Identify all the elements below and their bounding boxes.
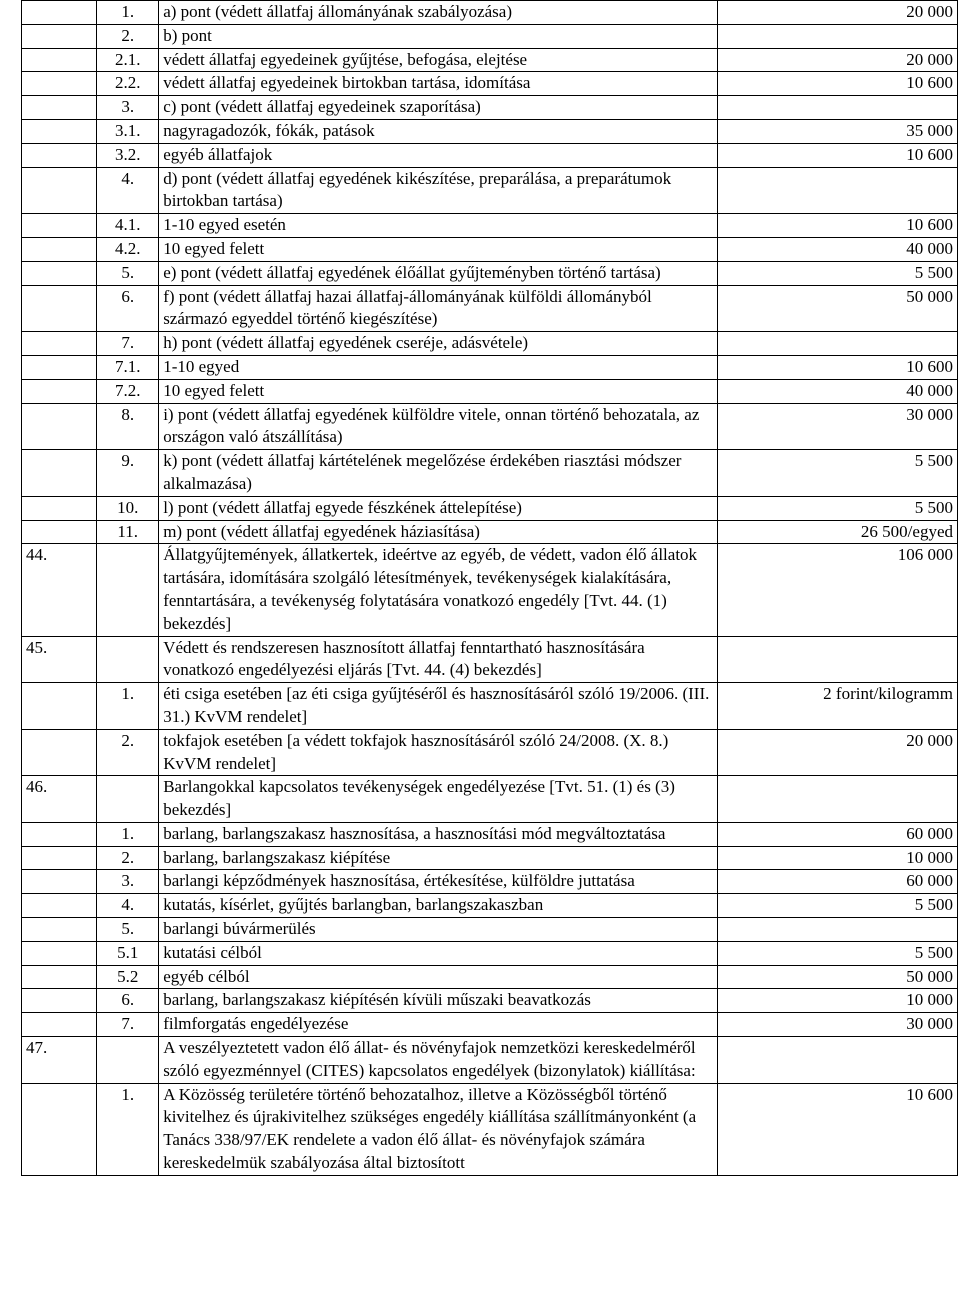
fee-cell: 30 000: [718, 403, 958, 450]
item-number-cell: 7.: [97, 332, 159, 356]
description-cell: Állatgyűjtemények, állatkertek, ideértve az egyéb, de védett, vadon élő állatok tartására, idomítására szolgáló létesítmények, tevékenységek kialakítására, fenntartására, a tevékenység folytatására vonatkozó engedély [Tvt. 44. (1) bekezdés]: [159, 544, 718, 636]
description-cell: védett állatfaj egyedeinek gyűjtése, befogása, elejtése: [159, 48, 718, 72]
section-number-cell: [22, 214, 97, 238]
item-number-cell: 3.2.: [97, 143, 159, 167]
table-row: [22, 965, 958, 989]
fee-cell: 50 000: [718, 285, 958, 332]
description-cell: h) pont (védett állatfaj egyedének cseréje, adásvétele): [159, 332, 718, 356]
fee-cell: [718, 167, 958, 214]
description-cell: 1-10 egyed: [159, 355, 718, 379]
item-number-cell: 3.: [97, 96, 159, 120]
section-number-cell: [22, 167, 97, 214]
description-cell: m) pont (védett állatfaj egyedének háziasítása): [159, 520, 718, 544]
section-number-cell: [22, 1, 97, 25]
fee-cell: [718, 332, 958, 356]
table-row: [22, 870, 958, 894]
table-row: [22, 450, 958, 497]
fee-cell: 2 forint/kilogramm: [718, 683, 958, 730]
table-row: [22, 941, 958, 965]
fee-cell: 30 000: [718, 1013, 958, 1037]
item-number-cell: 3.1.: [97, 119, 159, 143]
fee-cell: 10 600: [718, 355, 958, 379]
description-cell: i) pont (védett állatfaj egyedének külföldre vitele, onnan történő behozatala, az országon való átszállítása): [159, 403, 718, 450]
item-number-cell: 10.: [97, 496, 159, 520]
description-cell: 10 egyed felett: [159, 379, 718, 403]
fee-cell: [718, 776, 958, 823]
item-number-cell: 1.: [97, 683, 159, 730]
section-number-cell: [22, 24, 97, 48]
item-number-cell: [97, 1037, 159, 1084]
description-cell: A Közösség területére történő behozatalhoz, illetve a Közösségből történő kivitelhez és újrakivitelhez szükséges engedély kiállítása szállítmányonként (a Tanács 338/97/EK rendelete a vadon élő állat- és növényfajok számára kereskedelmük szabályozása által biztosított: [159, 1083, 718, 1175]
fee-table-body: [22, 1, 958, 1176]
fee-cell: 5 500: [718, 450, 958, 497]
item-number-cell: 4.: [97, 894, 159, 918]
section-number-cell: [22, 941, 97, 965]
fee-cell: 60 000: [718, 870, 958, 894]
section-number-cell: [22, 237, 97, 261]
item-number-cell: 5.1: [97, 941, 159, 965]
fee-cell: 10 600: [718, 1083, 958, 1175]
fee-cell: 5 500: [718, 496, 958, 520]
description-cell: f) pont (védett állatfaj hazai állatfaj-állományának külföldi állományból származó egyeddel történő kiegészítése): [159, 285, 718, 332]
item-number-cell: 2.: [97, 24, 159, 48]
item-number-cell: 5.: [97, 918, 159, 942]
description-cell: c) pont (védett állatfaj egyedeinek szaporítása): [159, 96, 718, 120]
fee-cell: 40 000: [718, 237, 958, 261]
section-number-cell: 47.: [22, 1037, 97, 1084]
item-number-cell: 2.: [97, 846, 159, 870]
section-number-cell: [22, 1013, 97, 1037]
item-number-cell: 7.: [97, 1013, 159, 1037]
description-cell: barlangi búvármerülés: [159, 918, 718, 942]
fee-cell: 10 600: [718, 214, 958, 238]
table-row: [22, 379, 958, 403]
item-number-cell: 2.2.: [97, 72, 159, 96]
description-cell: Védett és rendszeresen hasznosított állatfaj fenntartható hasznosítására vonatkozó engedélyezési eljárás [Tvt. 44. (4) bekezdés]: [159, 636, 718, 683]
table-row: [22, 989, 958, 1013]
section-number-cell: [22, 870, 97, 894]
item-number-cell: 4.: [97, 167, 159, 214]
item-number-cell: [97, 636, 159, 683]
table-row: [22, 822, 958, 846]
description-cell: barlangi képződmények hasznosítása, értékesítése, külföldre juttatása: [159, 870, 718, 894]
table-row: [22, 1037, 958, 1084]
section-number-cell: [22, 355, 97, 379]
section-number-cell: [22, 846, 97, 870]
table-row: [22, 846, 958, 870]
table-row: [22, 776, 958, 823]
description-cell: k) pont (védett állatfaj kártételének megelőzése érdekében riasztási módszer alkalmazása): [159, 450, 718, 497]
description-cell: barlang, barlangszakasz kiépítése: [159, 846, 718, 870]
item-number-cell: 4.1.: [97, 214, 159, 238]
table-row: [22, 355, 958, 379]
item-number-cell: 1.: [97, 822, 159, 846]
section-number-cell: [22, 729, 97, 776]
table-row: [22, 496, 958, 520]
item-number-cell: 9.: [97, 450, 159, 497]
section-number-cell: [22, 918, 97, 942]
section-number-cell: [22, 379, 97, 403]
description-cell: d) pont (védett állatfaj egyedének kikészítése, preparálása, a preparátumok birtokban tartása): [159, 167, 718, 214]
fee-cell: 10 600: [718, 143, 958, 167]
section-number-cell: [22, 683, 97, 730]
description-cell: védett állatfaj egyedeinek birtokban tartása, idomítása: [159, 72, 718, 96]
fee-cell: [718, 24, 958, 48]
fee-cell: 10 600: [718, 72, 958, 96]
fee-cell: 106 000: [718, 544, 958, 636]
table-row: [22, 520, 958, 544]
table-row: [22, 285, 958, 332]
description-cell: barlang, barlangszakasz hasznosítása, a hasznosítási mód megváltoztatása: [159, 822, 718, 846]
item-number-cell: 5.2: [97, 965, 159, 989]
table-row: [22, 894, 958, 918]
section-number-cell: [22, 96, 97, 120]
item-number-cell: 1.: [97, 1, 159, 25]
section-number-cell: 45.: [22, 636, 97, 683]
description-cell: kutatás, kísérlet, gyűjtés barlangban, barlangszakaszban: [159, 894, 718, 918]
description-cell: nagyragadozók, fókák, patások: [159, 119, 718, 143]
description-cell: egyéb állatfajok: [159, 143, 718, 167]
fee-cell: 5 500: [718, 261, 958, 285]
fee-cell: 20 000: [718, 48, 958, 72]
fee-cell: 26 500/egyed: [718, 520, 958, 544]
section-number-cell: 44.: [22, 544, 97, 636]
description-cell: kutatási célból: [159, 941, 718, 965]
fee-cell: 10 000: [718, 989, 958, 1013]
section-number-cell: [22, 1083, 97, 1175]
item-number-cell: 4.2.: [97, 237, 159, 261]
fee-cell: 5 500: [718, 894, 958, 918]
description-cell: l) pont (védett állatfaj egyede fészkének áttelepítése): [159, 496, 718, 520]
table-row: [22, 167, 958, 214]
description-cell: tokfajok esetében [a védett tokfajok hasznosításáról szóló 24/2008. (X. 8.) KvVM rendelet]: [159, 729, 718, 776]
item-number-cell: 8.: [97, 403, 159, 450]
description-cell: Barlangokkal kapcsolatos tevékenységek engedélyezése [Tvt. 51. (1) és (3) bekezdés]: [159, 776, 718, 823]
section-number-cell: [22, 450, 97, 497]
table-row: [22, 214, 958, 238]
table-row: [22, 683, 958, 730]
table-row: [22, 332, 958, 356]
section-number-cell: [22, 496, 97, 520]
section-number-cell: [22, 143, 97, 167]
fee-cell: [718, 1037, 958, 1084]
table-row: [22, 918, 958, 942]
section-number-cell: [22, 72, 97, 96]
table-row: [22, 143, 958, 167]
section-number-cell: [22, 965, 97, 989]
description-cell: egyéb célból: [159, 965, 718, 989]
table-row: [22, 261, 958, 285]
table-row: [22, 96, 958, 120]
fee-cell: 10 000: [718, 846, 958, 870]
item-number-cell: 6.: [97, 989, 159, 1013]
description-cell: A veszélyeztetett vadon élő állat- és növényfajok nemzetközi kereskedelméről szóló egyezménnyel (CITES) kapcsolatos engedélyek (bizonylatok) kiállítása:: [159, 1037, 718, 1084]
description-cell: b) pont: [159, 24, 718, 48]
table-row: [22, 119, 958, 143]
description-cell: filmforgatás engedélyezése: [159, 1013, 718, 1037]
section-number-cell: [22, 403, 97, 450]
table-row: [22, 48, 958, 72]
description-cell: 10 egyed felett: [159, 237, 718, 261]
fee-cell: 35 000: [718, 119, 958, 143]
fee-cell: 20 000: [718, 729, 958, 776]
fee-cell: [718, 96, 958, 120]
item-number-cell: [97, 544, 159, 636]
table-row: [22, 1, 958, 25]
description-cell: a) pont (védett állatfaj állományának szabályozása): [159, 1, 718, 25]
fee-cell: 5 500: [718, 941, 958, 965]
section-number-cell: [22, 894, 97, 918]
fee-cell: 40 000: [718, 379, 958, 403]
section-number-cell: [22, 822, 97, 846]
fee-table: [21, 0, 958, 1176]
section-number-cell: [22, 48, 97, 72]
table-row: [22, 24, 958, 48]
item-number-cell: 6.: [97, 285, 159, 332]
section-number-cell: [22, 285, 97, 332]
item-number-cell: 11.: [97, 520, 159, 544]
description-cell: barlang, barlangszakasz kiépítésén kívüli műszaki beavatkozás: [159, 989, 718, 1013]
section-number-cell: [22, 989, 97, 1013]
section-number-cell: [22, 261, 97, 285]
fee-cell: 20 000: [718, 1, 958, 25]
table-row: [22, 1083, 958, 1175]
item-number-cell: 2.1.: [97, 48, 159, 72]
section-number-cell: 46.: [22, 776, 97, 823]
description-cell: 1-10 egyed esetén: [159, 214, 718, 238]
fee-cell: [718, 918, 958, 942]
item-number-cell: 7.1.: [97, 355, 159, 379]
item-number-cell: 2.: [97, 729, 159, 776]
item-number-cell: 3.: [97, 870, 159, 894]
item-number-cell: 1.: [97, 1083, 159, 1175]
item-number-cell: [97, 776, 159, 823]
section-number-cell: [22, 119, 97, 143]
item-number-cell: 7.2.: [97, 379, 159, 403]
fee-cell: 50 000: [718, 965, 958, 989]
table-row: [22, 636, 958, 683]
section-number-cell: [22, 520, 97, 544]
section-number-cell: [22, 332, 97, 356]
item-number-cell: 5.: [97, 261, 159, 285]
table-row: [22, 403, 958, 450]
table-row: [22, 1013, 958, 1037]
description-cell: éti csiga esetében [az éti csiga gyűjtéséről és hasznosításáról szóló 19/2006. (III. 31.) KvVM rendelet]: [159, 683, 718, 730]
description-cell: e) pont (védett állatfaj egyedének élőállat gyűjteményben történő tartása): [159, 261, 718, 285]
table-row: [22, 729, 958, 776]
table-row: [22, 237, 958, 261]
table-row: [22, 72, 958, 96]
table-row: [22, 544, 958, 636]
fee-cell: 60 000: [718, 822, 958, 846]
fee-cell: [718, 636, 958, 683]
